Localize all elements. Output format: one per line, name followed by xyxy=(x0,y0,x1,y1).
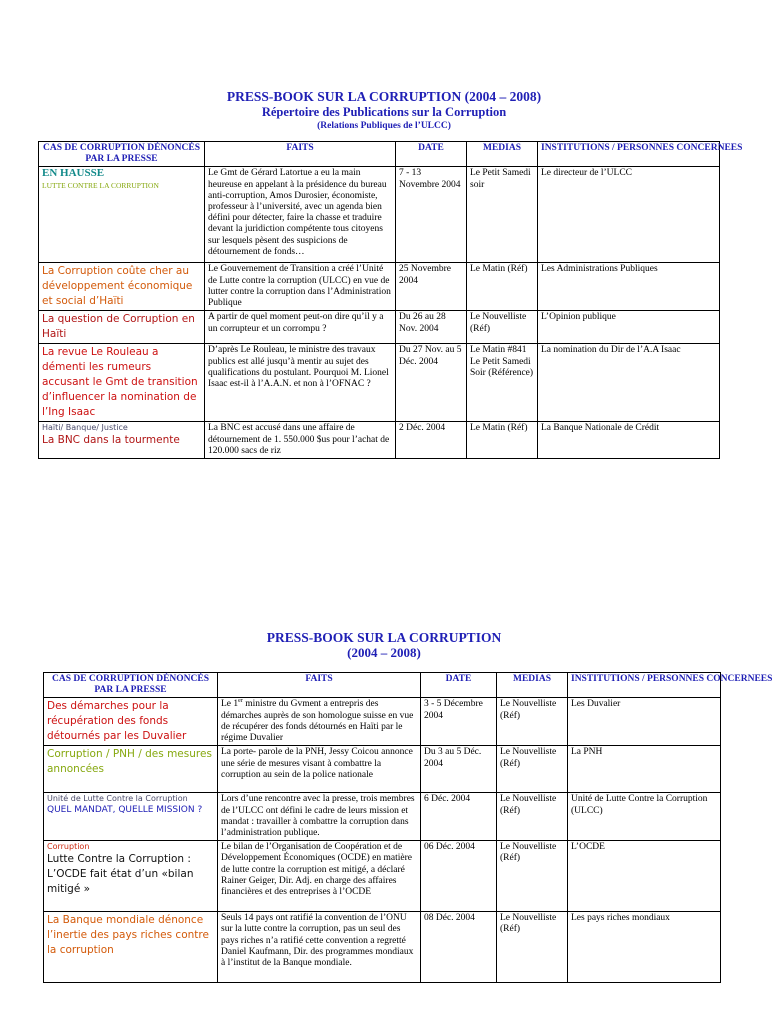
header-institutions: INSTITUTIONS / PERSONNES CONCERNEES xyxy=(568,673,721,698)
cas-cell: La revue Le Rouleau a démenti les rumeurs accusant le Gmt de transition d’influencer la nomination de l’Ing Isaac xyxy=(39,344,205,422)
header-medias: MEDIAS xyxy=(497,673,568,698)
faits-cell: La BNC est accusé dans une affaire de détournement de 1. 550.000 $us pour l’achat de 120.000 sacs de riz xyxy=(205,422,396,459)
faits-cell: La porte- parole de la PNH, Jessy Coicou annonce une série de mesures visant à combattre la corruption au sein de la police nationale xyxy=(218,746,421,793)
medias-cell: Le Petit Samedi soir xyxy=(467,167,538,263)
table-row xyxy=(44,793,721,841)
institutions-cell: La Banque Nationale de Crédit xyxy=(538,422,720,459)
cas-cell xyxy=(39,422,205,459)
faits-cell: A partir de quel moment peut-on dire qu’il y a un corrupteur et un corrompu ? xyxy=(205,311,396,344)
institutions-cell: Les Administrations Publiques xyxy=(538,263,720,311)
section-2-title: PRESS-BOOK SUR LA CORRUPTION xyxy=(266,630,502,645)
medias-cell: Le Nouvelliste (Réf) xyxy=(497,746,568,793)
date-cell: 7 - 13 Novembre 2004 xyxy=(396,167,467,263)
cas-category: Haïti/ Banque/ Justice xyxy=(42,423,128,433)
table-row xyxy=(39,344,720,422)
institutions-cell: Les Duvalier xyxy=(568,698,721,746)
date-cell: Du 3 au 5 Déc. 2004 xyxy=(421,746,497,793)
cas-headline: EN HAUSSE xyxy=(42,167,105,180)
medias-cell: Le Matin (Réf) xyxy=(467,263,538,311)
cas-cell xyxy=(44,793,218,841)
section-2-subtitle: (2004 – 2008) xyxy=(347,645,421,660)
table-row xyxy=(44,912,721,983)
cas-cell xyxy=(39,167,205,263)
faits-text-start: Le 1 xyxy=(221,699,239,710)
header-date: DATE xyxy=(396,142,467,167)
institutions-cell: L’Opinion publique xyxy=(538,311,720,344)
faits-cell xyxy=(218,698,421,746)
press-table-2 xyxy=(43,672,772,983)
cas-cell xyxy=(44,841,218,912)
table-row xyxy=(39,263,720,311)
faits-cell: Le bilan de l’Organisation de Coopération et de Développement Économiques (OCDE) en matière de lutte contre la corruption est mitigé, a déclaré Rainer Geiger, Dir. Adj. en charge des affaires financières et des entreprises à l’OCDE xyxy=(218,841,421,912)
institutions-cell: La nomination du Dir de l’A.A Isaac xyxy=(538,344,720,422)
date-cell: 06 Déc. 2004 xyxy=(421,841,497,912)
table-row xyxy=(39,422,720,459)
table-row xyxy=(44,698,721,746)
date-cell: 2 Déc. 2004 xyxy=(396,422,467,459)
date-cell: 08 Déc. 2004 xyxy=(421,912,497,983)
cas-headline: La BNC dans la tourmente xyxy=(42,434,180,447)
header-date: DATE xyxy=(421,673,497,698)
press-table-1 xyxy=(38,141,743,459)
medias-cell: Le Nouvelliste (Réf) xyxy=(497,841,568,912)
medias-cell: Le Nouvelliste (Réf) xyxy=(497,698,568,746)
cas-cell: Des démarches pour la récupération des fonds détournés par les Duvalier xyxy=(44,698,218,746)
cas-cell: La Banque mondiale dénonce l’inertie des pays riches contre la corruption xyxy=(44,912,218,983)
faits-cell: Seuls 14 pays ont ratifié la convention de l’ONU sur la lutte contre la corruption, pas un seul des pays riches n’a ratifié cette convention a regretté Daniel Kaufmann, Dir. des programmes mondiaux à l’institut de la Banque mondiale. xyxy=(218,912,421,983)
medias-cell: Le Nouvelliste (Réf) xyxy=(467,311,538,344)
faits-cell: Lors d’une rencontre avec la presse, trois membres de l’ULCC ont défini le cadre de leurs mission et mandat : travailler à combattre la corruption dans l’administration publique. xyxy=(218,793,421,841)
section-1-subtitle: Répertoire des Publications sur la Corruption xyxy=(261,105,507,119)
medias-cell: Le Nouvelliste (Réf) xyxy=(497,793,568,841)
cas-category: Corruption xyxy=(47,842,90,852)
faits-cell: Le Gmt de Gérard Latortue a eu la main heureuse en appelant à la présidence du bureau anti-corruption, Amos Durosier, économiste, professeur à l’université, avec un agenda bien défini pour détecter, faire la chasse et traduire devant la juridiction compétente tous citoyens sur lesquels pèsent des suspicions de détournement de fonds… xyxy=(205,167,396,263)
medias-cell: Le Matin #841 Le Petit Samedi Soir (Référence) xyxy=(467,344,538,422)
faits-superscript: er xyxy=(238,698,243,705)
cas-cell: Corruption / PNH / des mesures annoncées xyxy=(44,746,218,793)
date-cell: 25 Novembre 2004 xyxy=(396,263,467,311)
institutions-cell: Unité de Lutte Contre la Corruption (ULCC) xyxy=(568,793,721,841)
medias-cell: Le Matin (Réf) xyxy=(467,422,538,459)
date-cell: 6 Déc. 2004 xyxy=(421,793,497,841)
header-faits: FAITS xyxy=(205,142,396,167)
header-cas: CAS DE CORRUPTION DÉNONCÉS PAR LA PRESSE xyxy=(44,673,218,698)
institutions-cell: Le directeur de l’ULCC xyxy=(538,167,720,263)
table-header-row xyxy=(44,673,721,698)
table-row xyxy=(39,167,720,263)
header-medias: MEDIAS xyxy=(467,142,538,167)
date-cell: 3 - 5 Décembre 2004 xyxy=(421,698,497,746)
institutions-cell: L’OCDE xyxy=(568,841,721,912)
faits-cell: D’après Le Rouleau, le ministre des travaux publics est allé jusqu’à mentir au sujet des qualifications du postulant. Pourquoi M. Lionel Isaac est-il à l’A.A.N. et non à l’OFNAC ? xyxy=(205,344,396,422)
cas-headline: QUEL MANDAT, QUELLE MISSION ? xyxy=(47,805,203,816)
header-cas: CAS DE CORRUPTION DÉNONCÉS PAR LA PRESSE xyxy=(39,142,205,167)
date-cell: Du 27 Nov. au 5 Déc. 2004 xyxy=(396,344,467,422)
section-1-subsubtitle: (Relations Publiques de l’ULCC) xyxy=(317,121,451,131)
table-row xyxy=(44,841,721,912)
table-row xyxy=(39,311,720,344)
section-1-title: PRESS-BOOK SUR LA CORRUPTION (2004 – 2008) xyxy=(226,89,542,104)
faits-text-rest: ministre du Gvment a entrepris des démarches auprès de son homologue suisse en vue de récupérer des fonds détournés en Haïti par le régime Duvalier xyxy=(221,699,414,744)
medias-cell: Le Nouvelliste (Réf) xyxy=(497,912,568,983)
institutions-cell: La PNH xyxy=(568,746,721,793)
cas-cell: La question de Corruption en Haïti xyxy=(39,311,205,344)
table-row xyxy=(44,746,721,793)
header-faits: FAITS xyxy=(218,673,421,698)
faits-cell: Le Gouvernement de Transition a créé l’Unité de Lutte contre la corruption (ULCC) en vue de lutter contre la corruption dans l’Administration Publique xyxy=(205,263,396,311)
cas-category: LUTTE CONTRE LA CORRUPTION xyxy=(42,180,159,190)
header-institutions: INSTITUTIONS / PERSONNES CONCERNEES xyxy=(538,142,720,167)
institutions-cell: Les pays riches mondiaux xyxy=(568,912,721,983)
table-header-row xyxy=(39,142,720,167)
date-cell: Du 26 au 28 Nov. 2004 xyxy=(396,311,467,344)
cas-headline: Lutte Contre la Corruption : L’OCDE fait état d’un «bilan mitigé » xyxy=(47,853,194,896)
cas-category: Unité de Lutte Contre la Corruption xyxy=(47,794,188,804)
cas-cell: La Corruption coûte cher au développement économique et social d’Haïti xyxy=(39,263,205,311)
